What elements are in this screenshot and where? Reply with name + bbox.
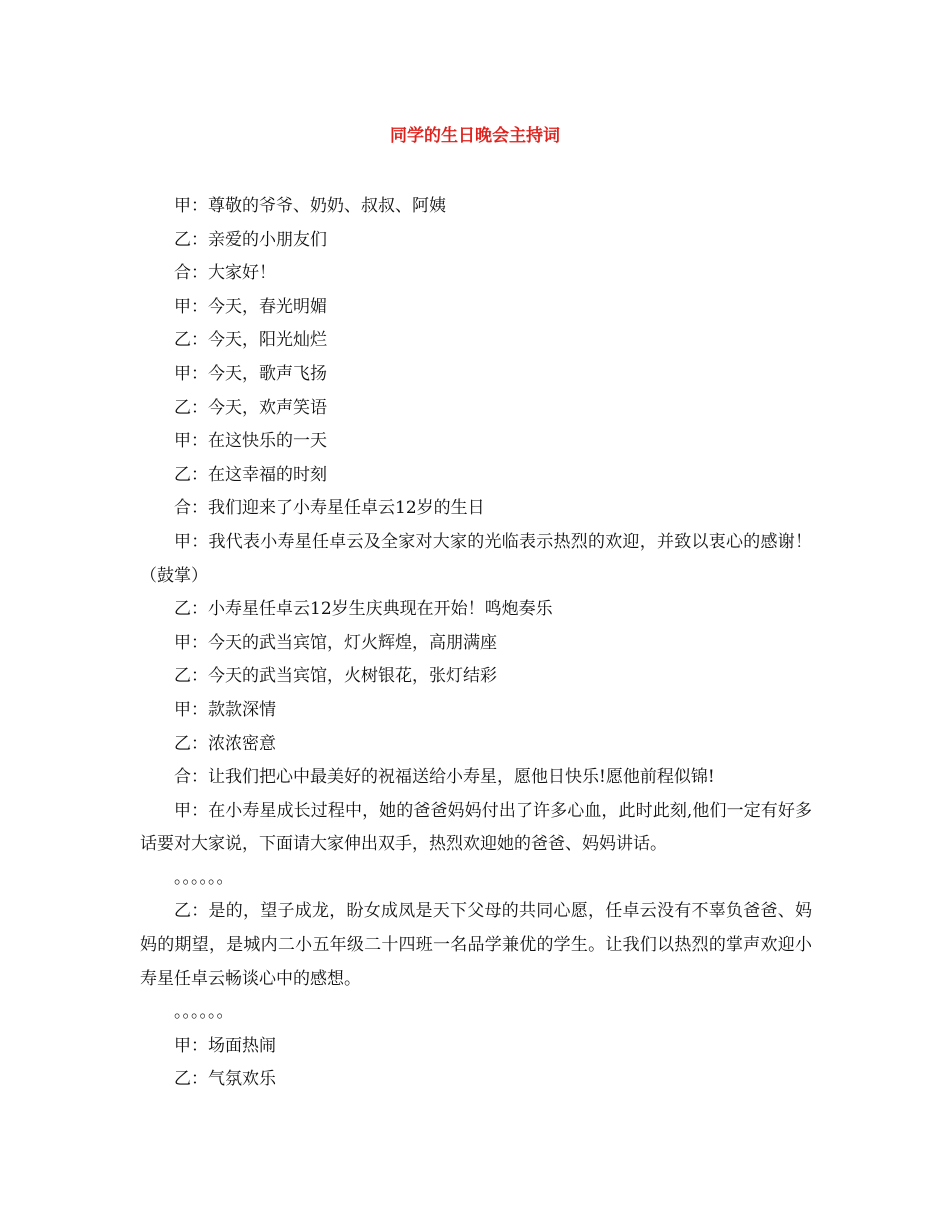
- paragraph: 甲：在这快乐的一天: [174, 431, 327, 452]
- paragraph: 甲：在小寿星成长过程中，她的爸爸妈妈付出了许多心血，此时此刻,他们一定有好多话要对大家说，下面请大家伸出双手，热烈欢迎她的爸爸、妈妈讲话。: [140, 800, 812, 855]
- paragraph: 甲：今天的武当宾馆，灯火辉煌，高朋满座: [174, 632, 497, 653]
- paragraph: 甲：今天，歌声飞扬: [174, 363, 327, 384]
- ellipsis-line: 。。。。。。: [174, 1002, 234, 1023]
- paragraph: 合：大家好！: [174, 263, 276, 284]
- paragraph: 甲：款款深情: [174, 699, 276, 720]
- paragraph: 乙：今天，阳光灿烂: [174, 330, 327, 351]
- paragraph: 甲：尊敬的爷爷、奶奶、叔叔、阿姨: [174, 196, 446, 216]
- paragraph: 乙：小寿星任卓云12岁生庆典现在开始！鸣炮奏乐: [174, 599, 553, 620]
- paragraph: 乙：浓浓密意: [174, 733, 276, 754]
- paragraph: 乙：今天的武当宾馆，火树银花，张灯结彩: [174, 666, 497, 687]
- paragraph: 乙：是的，望子成龙，盼女成凤是天下父母的共同心愿，任卓云没有不辜负爸爸、妈妈的期望，是城内二小五年级二十四班一名品学兼优的学生。让我们以热烈的掌声欢迎小寿星任卓云畅谈心中的感想。: [140, 901, 812, 989]
- paragraph: 乙：今天，欢声笑语: [174, 397, 327, 418]
- paragraph: 甲：我代表小寿星任卓云及全家对大家的光临表示热烈的欢迎，并致以衷心的感谢！（鼓掌）: [140, 531, 812, 586]
- ellipsis-line: 。。。。。。: [174, 867, 234, 888]
- document-title: 同学的生日晚会主持词: [390, 126, 560, 146]
- document-body: [140, 190, 812, 1097]
- paragraph: 甲：今天，春光明媚: [174, 296, 327, 317]
- paragraph: 乙：亲爱的小朋友们: [174, 229, 327, 250]
- paragraph: 乙：气氛欢乐: [174, 1069, 276, 1090]
- paragraph: 甲：场面热闹: [174, 1035, 276, 1056]
- paragraph: 乙：在这幸福的时刻: [174, 464, 327, 485]
- paragraph: 合：让我们把心中最美好的祝福送给小寿星，愿他日快乐!愿他前程似锦!: [174, 767, 715, 788]
- paragraph: 合：我们迎来了小寿星任卓云12岁的生日: [174, 498, 485, 519]
